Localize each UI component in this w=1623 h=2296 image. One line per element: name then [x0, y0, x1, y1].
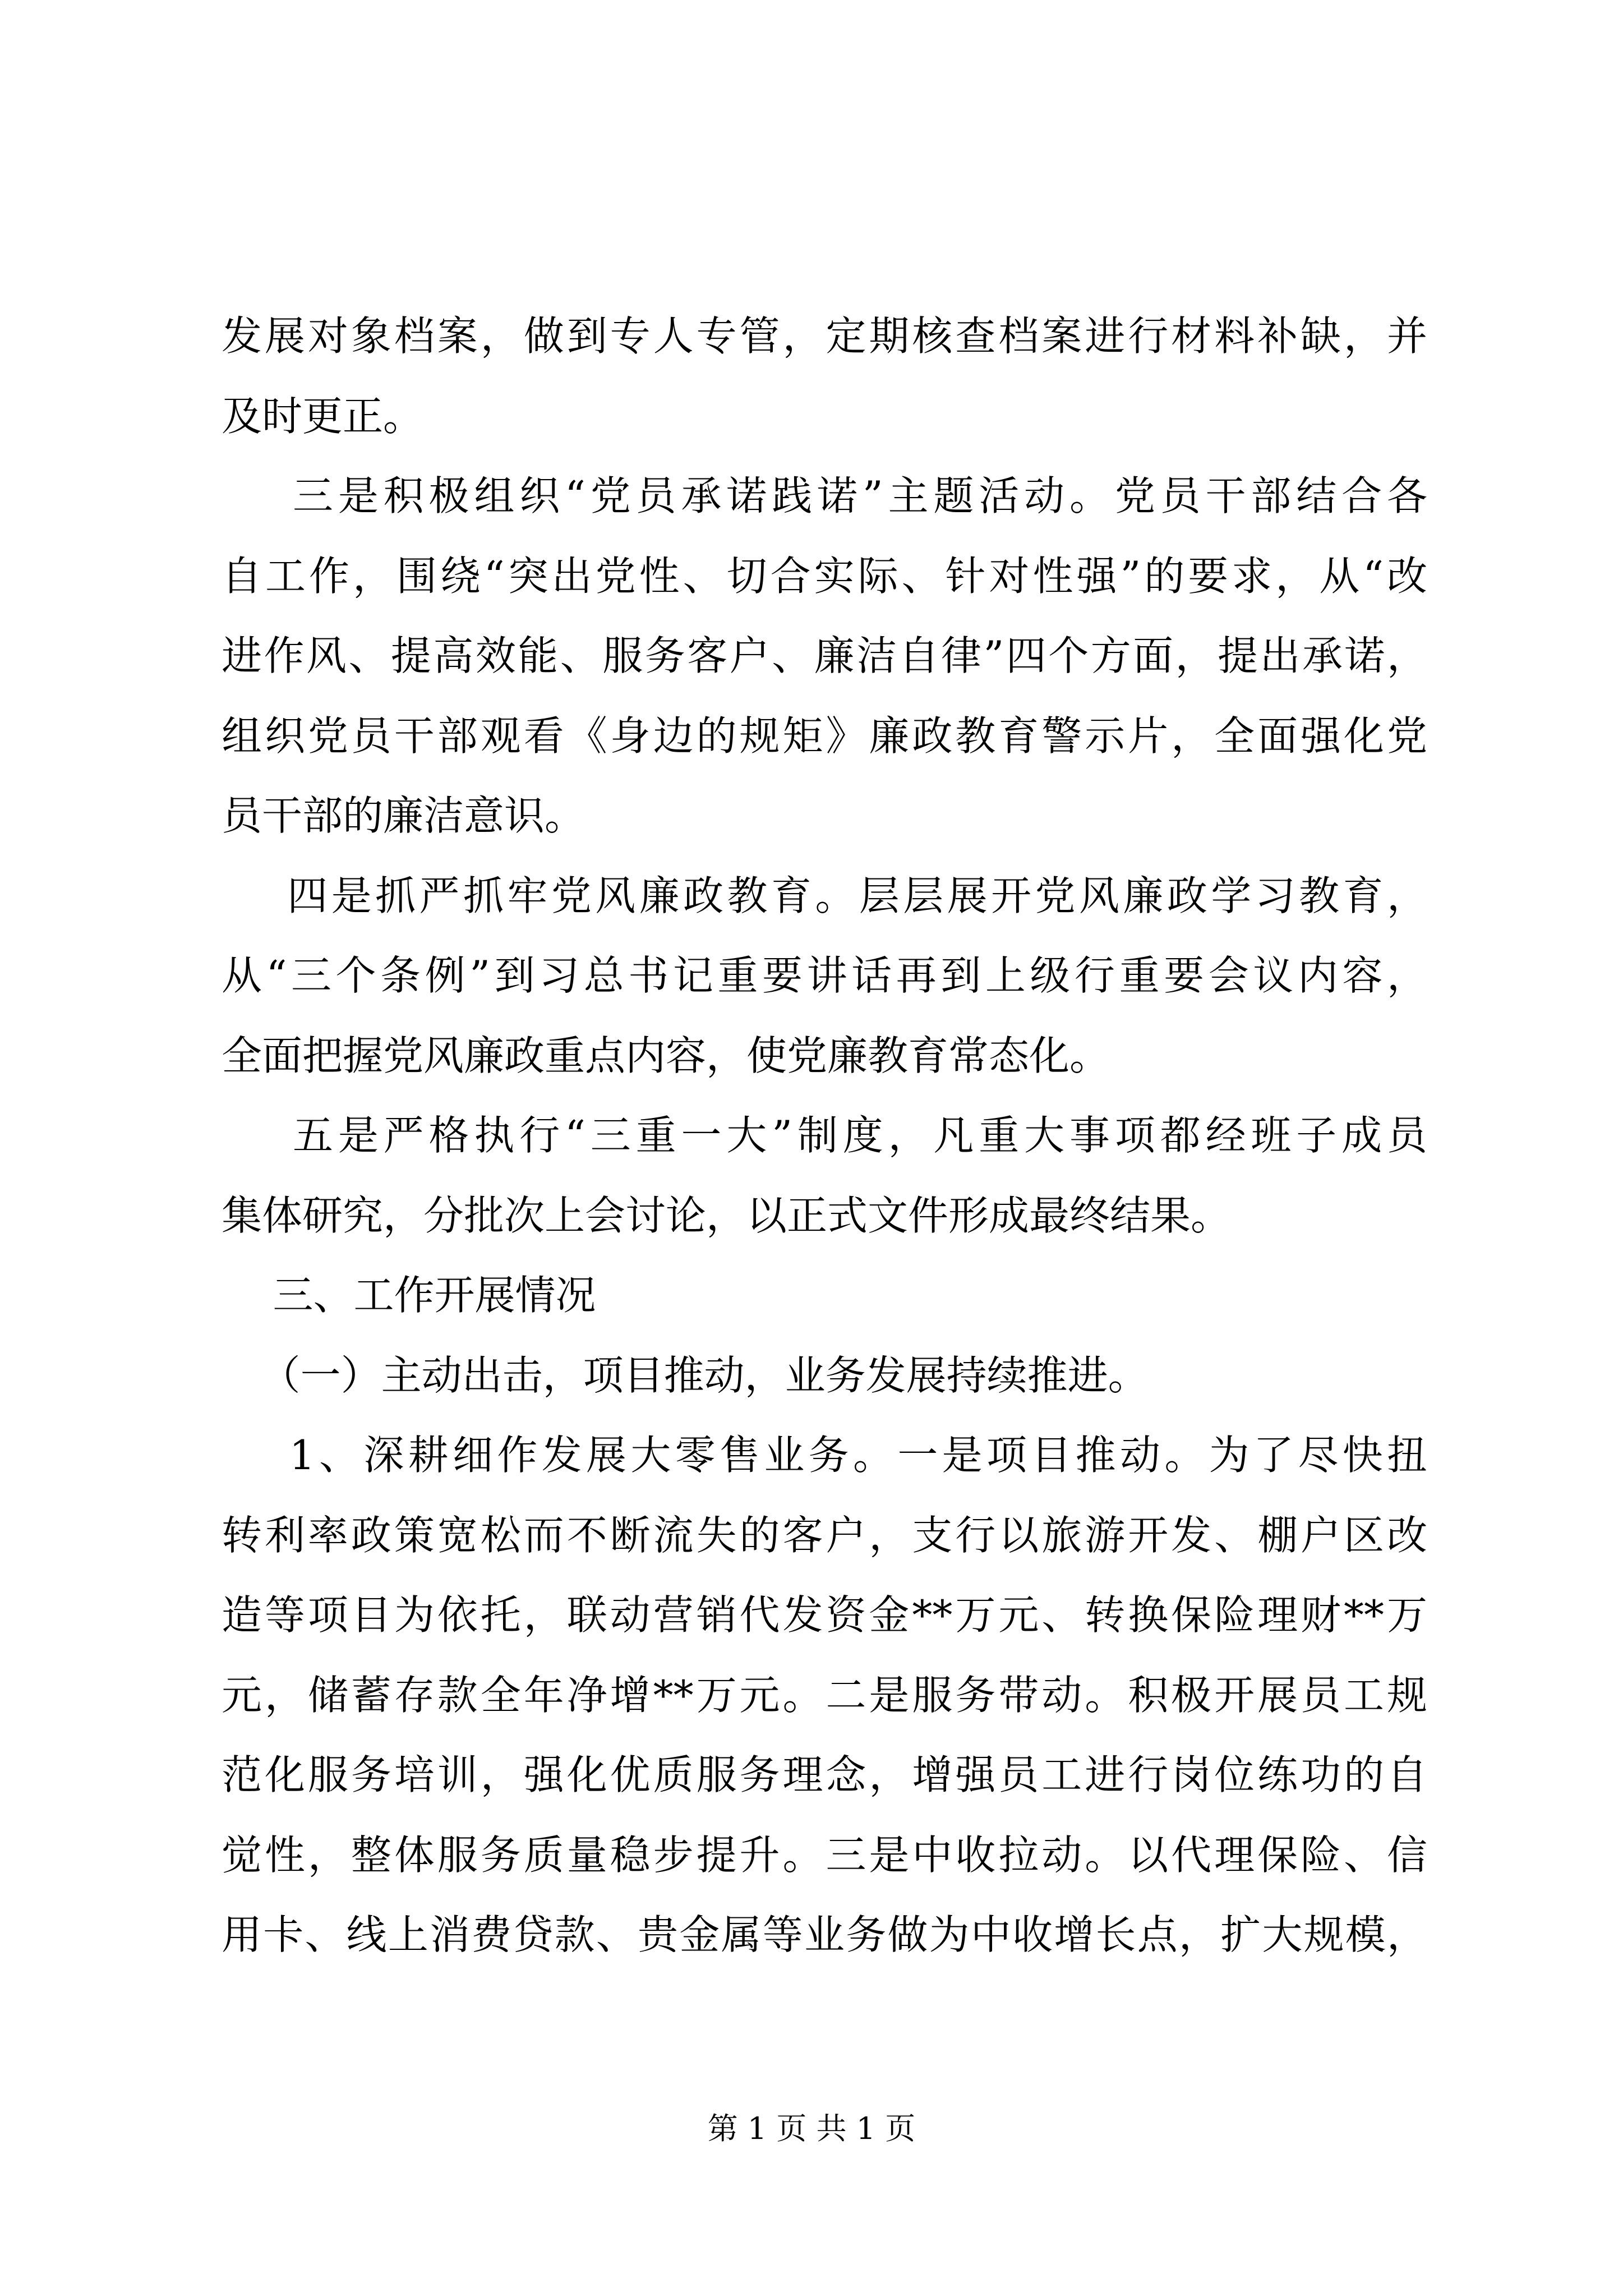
text-line: 1、深耕细作发展大零售业务。一是项目推动。为了尽快扭	[222, 1432, 1427, 1479]
text-line: 元，储蓄存款全年净增**万元。二是服务带动。积极开展员工规	[222, 1671, 1427, 1719]
text-line: 组织党员干部观看《身边的规矩》廉政教育警示片，全面强化党	[222, 712, 1427, 760]
text-line: 自工作，围绕“突出党性、切合实际、针对性强”的要求，从“改	[222, 552, 1427, 600]
text-line: 发展对象档案，做到专人专管，定期核查档案进行材料补缺，并	[222, 312, 1427, 360]
text-line: 转利率政策宽松而不断流失的客户，支行以旅游开发、棚户区改	[222, 1511, 1427, 1559]
text-line: 三是积极组织“党员承诺践诺”主题活动。党员干部结合各	[222, 472, 1427, 519]
text-line: 全面把握党风廉政重点内容，使党廉教育常态化。	[222, 1032, 1110, 1079]
text-line: 范化服务培训，强化优质服务理念，增强员工进行岗位练功的自	[222, 1751, 1427, 1798]
page-footer: 第 1 页 共 1 页	[707, 2111, 916, 2146]
text-line: 用卡、线上消费贷款、贵金属等业务做为中收增长点，扩大规模，	[222, 1911, 1427, 1958]
text-line: 三、工作开展情况	[222, 1272, 596, 1319]
text-line: 觉性，整体服务质量稳步提升。三是中收拉动。以代理保险、信	[222, 1831, 1427, 1879]
text-line: 员干部的廉洁意识。	[222, 792, 585, 839]
text-line: 及时更正。	[222, 392, 424, 440]
text-line: （一）主动出击，项目推动，业务发展持续推进。	[222, 1351, 1149, 1399]
text-line: 造等项目为依托，联动营销代发资金**万元、转换保险理财**万	[222, 1591, 1427, 1639]
text-line: 集体研究，分批次上会讨论，以正式文件形成最终结果。	[222, 1191, 1232, 1239]
text-line: 进作风、提高效能、服务客户、廉洁自律”四个方面，提出承诺，	[222, 632, 1427, 679]
text-line: 四是抓严抓牢党风廉政教育。层层展开党风廉政学习教育，	[222, 872, 1427, 919]
text-line: 从“三个条例”到习总书记重要讲话再到上级行重要会议内容，	[222, 952, 1427, 999]
text-line: 五是严格执行“三重一大”制度，凡重大事项都经班子成员	[222, 1112, 1427, 1159]
document-body	[222, 296, 1427, 1975]
